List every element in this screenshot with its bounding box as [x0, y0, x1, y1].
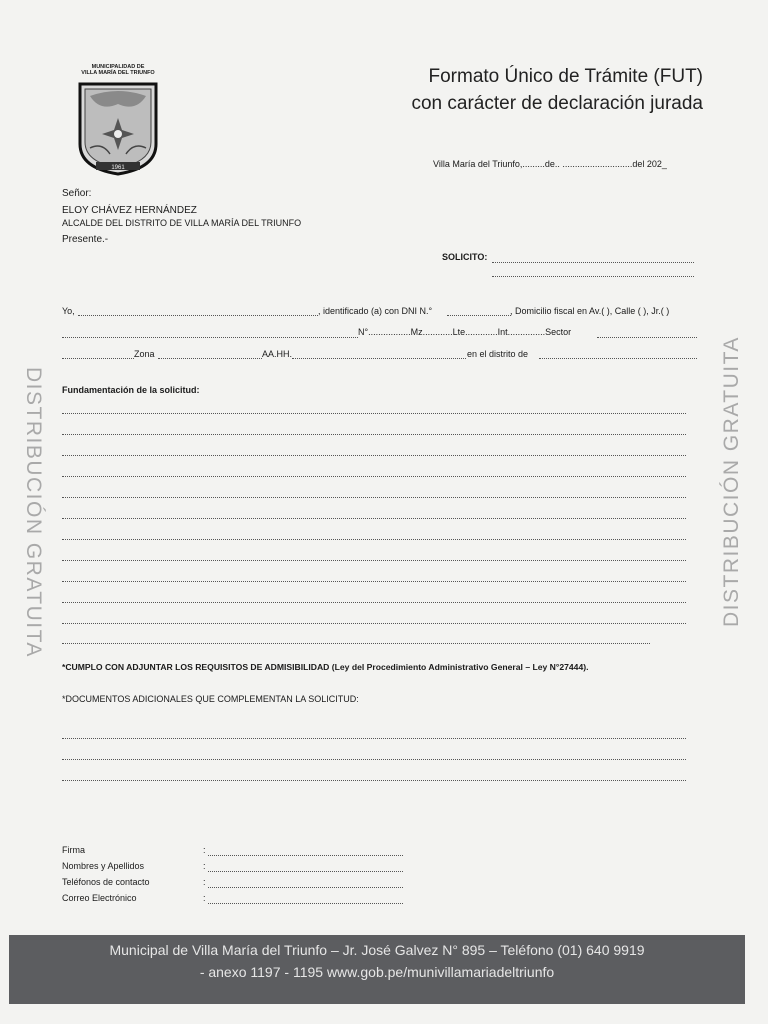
telefonos-colon: : [203, 877, 206, 887]
form-title-line2: con carácter de declaración jurada [411, 93, 703, 114]
sector-field[interactable] [597, 337, 697, 338]
salutation: Señor: [62, 188, 92, 199]
crest-text-line1: MUNICIPALIDAD DE [91, 64, 145, 70]
firma-label: Firma [62, 845, 85, 855]
nombres-field[interactable] [208, 871, 403, 872]
documentos-heading: *DOCUMENTOS ADICIONALES QUE COMPLEMENTAN LA SOLICITUD: [62, 694, 359, 704]
dni-field[interactable] [447, 315, 511, 316]
municipality-crest-logo [74, 64, 162, 179]
form-title-line1: Formato Único de Trámite (FUT) [428, 66, 703, 87]
fundamentacion-heading: Fundamentación de la solicitud: [62, 385, 200, 395]
correo-field[interactable] [208, 903, 403, 904]
fundamentacion-line[interactable] [62, 581, 686, 582]
fundamentacion-line[interactable] [62, 497, 686, 498]
fundamentacion-line[interactable] [62, 560, 686, 561]
identity-zona-label: Zona [134, 349, 155, 359]
documentos-line[interactable] [62, 759, 686, 760]
pre-zona-field[interactable] [62, 358, 134, 359]
addressee-name: ELOY CHÁVEZ HERNÁNDEZ [62, 205, 197, 216]
correo-label: Correo Electrónico [62, 893, 137, 903]
watermark-left: DISTRIBUCIÓN GRATUITA [22, 367, 45, 658]
identity-line2-labels: N°.................Mz............Lte.............Int...............Sector [358, 327, 572, 337]
nombres-label: Nombres y Apellidos [62, 861, 145, 871]
identity-distrito-label: en el distrito de [467, 349, 529, 359]
crest-year: 1961 [111, 165, 125, 171]
aahh-field[interactable] [292, 358, 466, 359]
solicito-field-line-1[interactable] [492, 262, 694, 263]
watermark-right: DISTRIBUCIÓN GRATUITA [720, 336, 743, 627]
telefonos-label: Teléfonos de contacto [62, 877, 150, 887]
identity-domicilio-label: , Domicilio fiscal en Av.( ), Calle ( ), Jr.( ) [510, 306, 670, 316]
fundamentacion-line[interactable] [62, 623, 686, 624]
solicito-field-line-2[interactable] [492, 276, 694, 277]
fundamentacion-line[interactable] [62, 539, 686, 540]
nombres-colon: : [203, 861, 206, 871]
footer-line1: Municipal de Villa María del Triunfo – Jr. José Galvez N° 895 – Teléfono (01) 640 9919 [109, 942, 645, 958]
address-field[interactable] [62, 337, 358, 338]
footer-banner [9, 935, 745, 1004]
telefonos-field[interactable] [208, 887, 403, 888]
fundamentacion-line[interactable] [62, 518, 686, 519]
requisitos-note: *CUMPLO CON ADJUNTAR LOS REQUISITOS DE ADMISIBILIDAD (Ley del Procedimiento Administrativo General – Ley N°27444). [62, 662, 589, 672]
identity-dni-label: , identificado (a) con DNI N.° [318, 306, 433, 316]
addressee-position: ALCALDE DEL DISTRITO DE VILLA MARÍA DEL TRIUNFO [62, 218, 302, 228]
footer-line2: - anexo 1197 - 1195 www.gob.pe/munivillamariadeltriunfo [199, 964, 555, 980]
zona-field[interactable] [158, 358, 262, 359]
firma-colon: : [203, 845, 206, 855]
identity-yo-label: Yo, [62, 306, 75, 316]
solicito-label: SOLICITO: [442, 252, 488, 262]
firma-field[interactable] [208, 855, 403, 856]
identity-aahh-label: AA.HH. [262, 349, 293, 359]
fundamentacion-line[interactable] [62, 602, 686, 603]
fundamentacion-line[interactable] [62, 643, 650, 644]
crest-text-line2: VILLA MARÍA DEL TRIUNFO [81, 70, 155, 76]
fundamentacion-line[interactable] [62, 476, 686, 477]
fundamentacion-line[interactable] [62, 413, 686, 414]
name-field[interactable] [78, 315, 318, 316]
documentos-line[interactable] [62, 738, 686, 739]
presente: Presente.- [62, 234, 109, 245]
shield-emblem-icon [76, 82, 160, 176]
fundamentacion-line[interactable] [62, 434, 686, 435]
documentos-line[interactable] [62, 780, 686, 781]
distrito-field[interactable] [539, 358, 697, 359]
correo-colon: : [203, 893, 206, 903]
date-line: Villa María del Triunfo,.........de.. ............................del 202_ [433, 159, 667, 169]
fundamentacion-line[interactable] [62, 455, 686, 456]
